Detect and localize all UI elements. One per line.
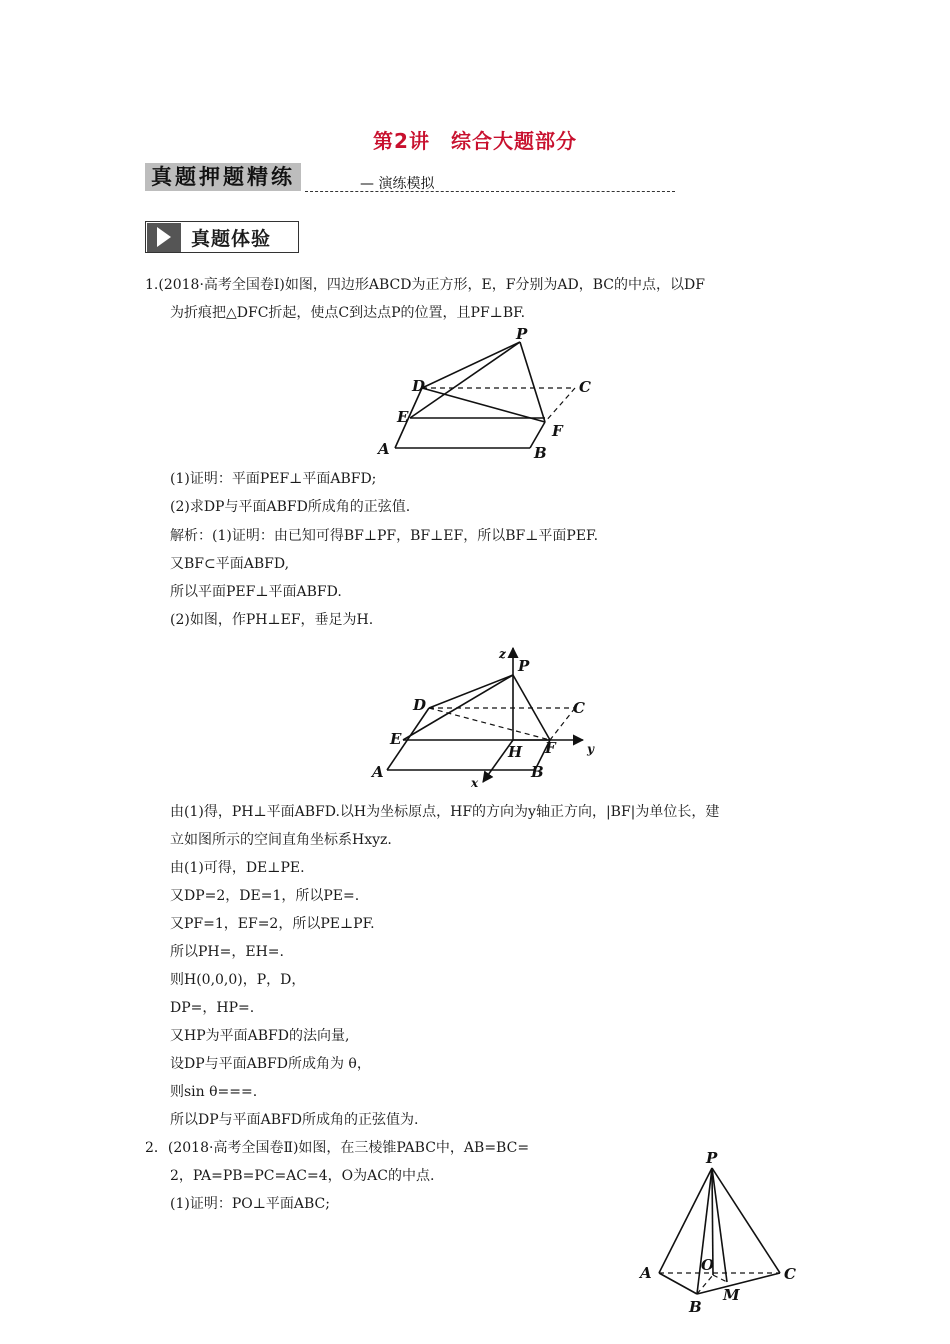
- p1-solution-line4: (2)如图，作PH⊥EF，垂足为H.: [170, 612, 374, 628]
- fig2-label-x: x: [471, 776, 479, 790]
- p1-solution-line6: 立如图所示的空间直角坐标系Hxyz.: [170, 832, 392, 848]
- fig3-label-O: O: [701, 1256, 715, 1274]
- p1-solution-line16: 所以DP与平面ABFD所成角的正弦值为.: [170, 1112, 419, 1128]
- p1-solution-line11: 则H(0,0,0)，P，D，: [170, 972, 306, 988]
- fig1-label-E: E: [397, 408, 409, 426]
- p1-solution-line3: 所以平面PEF⊥平面ABFD.: [170, 584, 342, 600]
- fig3-label-B: B: [689, 1298, 702, 1316]
- p1-solution-line13: 又HP为平面ABFD的法向量,: [170, 1028, 350, 1044]
- fig3-label-A: A: [640, 1264, 652, 1282]
- section-banner: [145, 163, 535, 195]
- figure-fold-square: [370, 325, 610, 465]
- p1-question-1: (1)证明：平面PEF⊥平面ABFD;: [170, 471, 377, 487]
- fig2-label-H: H: [508, 743, 523, 761]
- p1-solution-line12: DP=，HP=.: [170, 1000, 255, 1016]
- page-title: 第2讲 综合大题部分: [373, 129, 577, 153]
- fig2-label-C: C: [573, 699, 585, 717]
- fig1-label-B: B: [534, 444, 547, 462]
- section-heading: [145, 221, 299, 253]
- figure-pyramid: [635, 1148, 805, 1318]
- p2-question-1: (1)证明：PO⊥平面ABC;: [170, 1196, 330, 1212]
- banner-title: 真题押题精练: [145, 163, 301, 191]
- p1-stem-line2: 为折痕把△DFC折起，使点C到达点P的位置，且PF⊥BF.: [170, 305, 526, 321]
- p1-question-2: (2)求DP与平面ABFD所成角的正弦值.: [170, 499, 411, 515]
- fig2-label-B: B: [531, 763, 544, 781]
- fig2-label-A: A: [372, 763, 384, 781]
- p1-solution-line5: 由(1)得，PH⊥平面ABFD.以H为坐标原点，HF的方向为y轴正方向，|BF|为单位长，建: [170, 804, 720, 820]
- p1-stem-line1: 1.(2018·高考全国卷Ⅰ)如图，四边形ABCD为正方形，E，F分别为AD，BC的中点，以DF: [145, 277, 705, 293]
- p1-solution-line1: 解析：(1)证明：由已知可得BF⊥PF，BF⊥EF，所以BF⊥平面PEF.: [170, 528, 599, 544]
- play-arrow-icon: [147, 223, 181, 252]
- fig2-label-D: D: [413, 696, 427, 714]
- p1-solution-line7: 由(1)可得，DE⊥PE.: [170, 860, 305, 876]
- fig1-label-P: P: [516, 325, 528, 343]
- fig2-label-y: y: [587, 742, 594, 756]
- p1-solution-line2: 又BF⊂平面ABFD,: [170, 556, 290, 572]
- fig1-label-A: A: [378, 440, 390, 458]
- fig3-label-P: P: [706, 1149, 718, 1167]
- fig1-label-D: D: [412, 377, 426, 395]
- fig3-label-M: M: [723, 1286, 740, 1304]
- banner-subtitle: — 演练模拟: [360, 176, 435, 192]
- fig1-label-F: F: [552, 422, 563, 440]
- p1-solution-line9: 又PF=1，EF=2，所以PE⊥PF.: [170, 916, 375, 932]
- fig2-label-F: F: [545, 739, 556, 757]
- p1-solution-line15: 则sin θ===.: [170, 1084, 258, 1100]
- p1-solution-line14: 设DP与平面ABFD所成角为 θ，: [170, 1056, 371, 1072]
- p2-stem-line1: 2．(2018·高考全国卷Ⅱ)如图，在三棱锥PABC中，AB=BC=: [145, 1140, 530, 1156]
- fig2-label-E: E: [390, 730, 402, 748]
- p1-solution-line8: 又DP=2，DE=1，所以PE=.: [170, 888, 360, 904]
- fig3-label-C: C: [784, 1265, 796, 1283]
- fig2-label-z: z: [499, 647, 506, 661]
- figure-coordinate-system: [365, 640, 615, 790]
- p2-stem-line2: 2，PA=PB=PC=AC=4，O为AC的中点.: [170, 1168, 435, 1184]
- section-label: 真题体验: [191, 227, 272, 250]
- fig1-label-C: C: [579, 378, 591, 396]
- fig2-label-P: P: [518, 657, 530, 675]
- p1-solution-line10: 所以PH=，EH=.: [170, 944, 284, 960]
